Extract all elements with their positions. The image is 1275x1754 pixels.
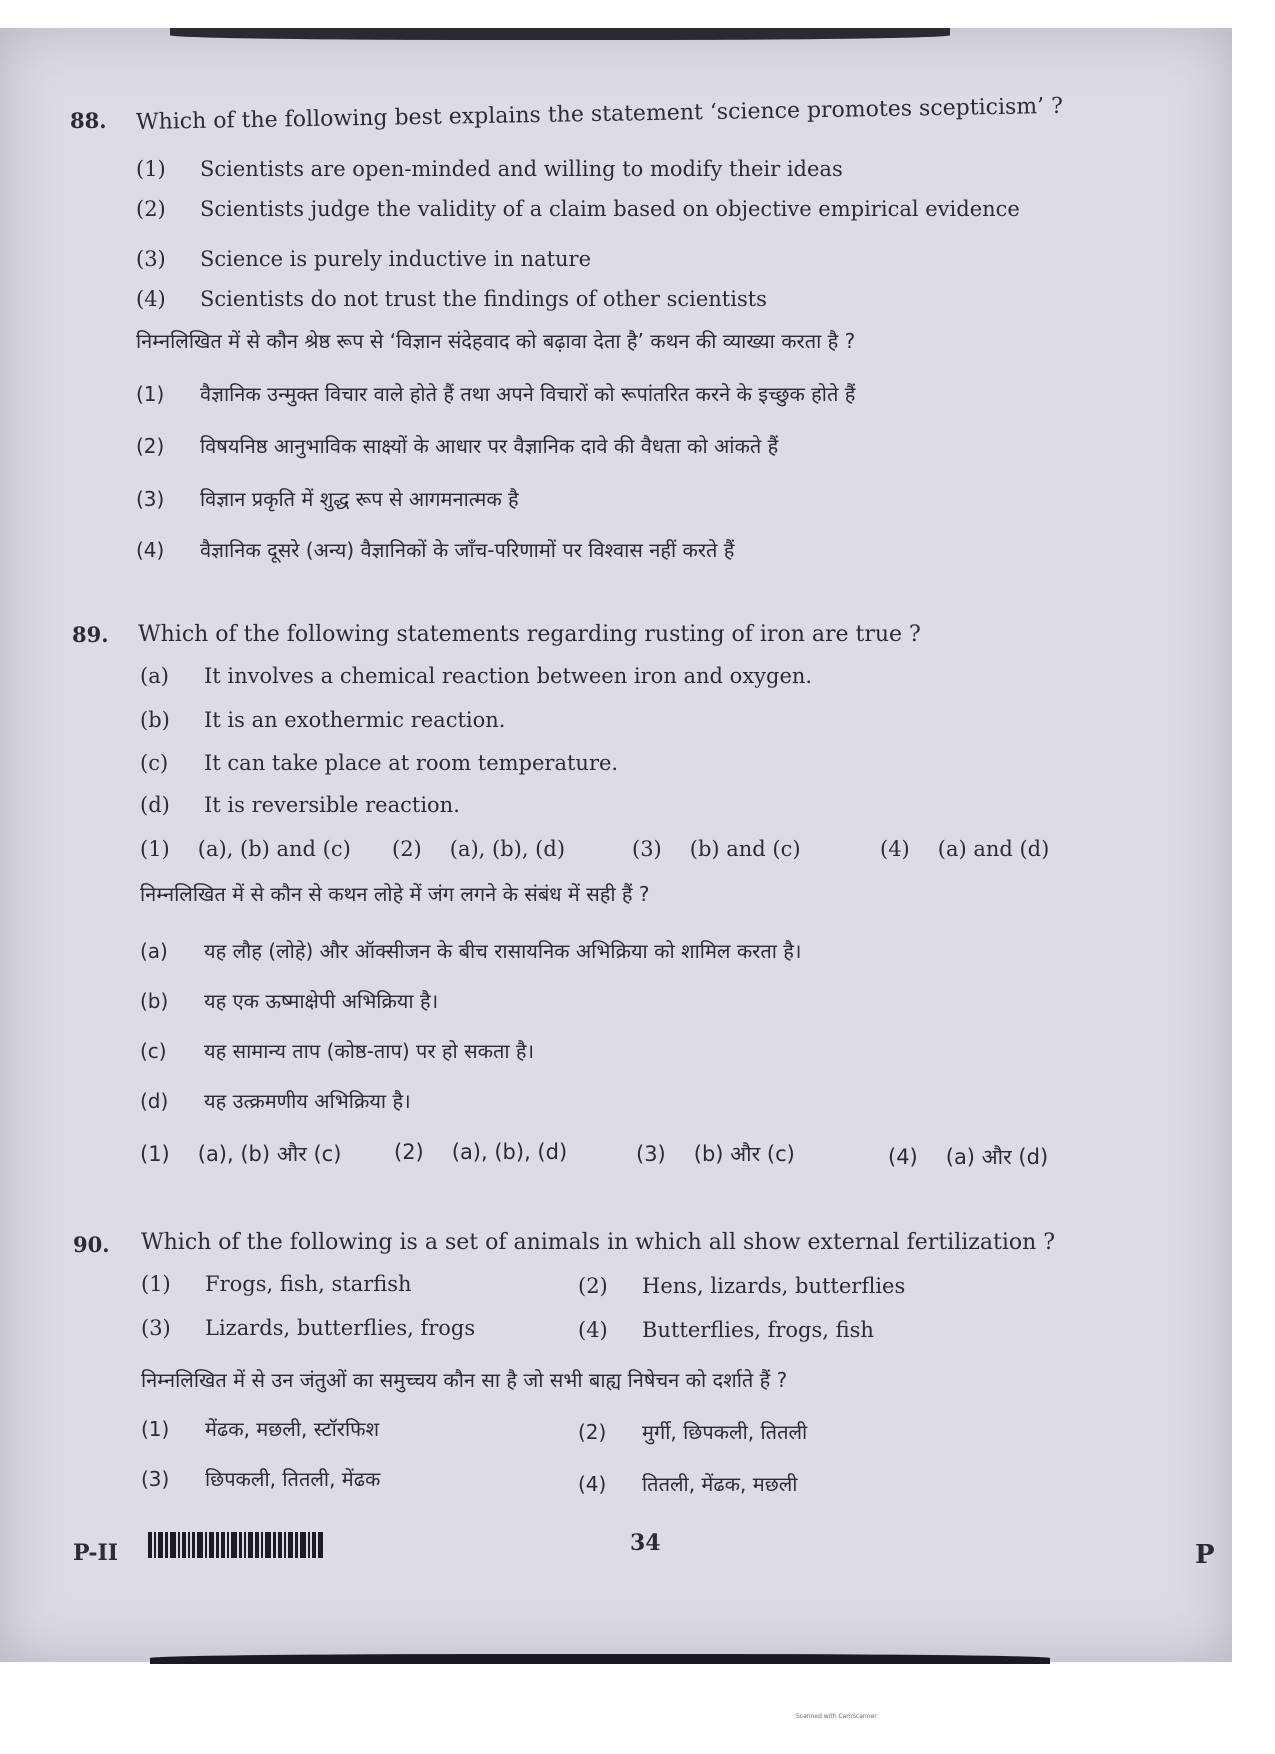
set-code: P: [1195, 1540, 1215, 1570]
statement-en-d: (d) It is reversible reaction.: [140, 793, 460, 817]
question-text-hi: निम्नलिखित में से उन जंतुओं का समुच्चय कौन सा है जो सभी बाह्य निषेचन को दर्शाते हैं ?: [141, 1368, 788, 1392]
question-text-en: Which of the following best explains the statement ‘science promotes scepticism’ ?: [135, 93, 1064, 135]
option-hi-2: (2) मुर्गी, छिपकली, तितली: [578, 1420, 808, 1444]
question-text-hi: निम्नलिखित में से कौन से कथन लोहे में जंग लगने के संबंध में सही हैं ?: [140, 882, 650, 906]
statement-hi-b: (b) यह एक ऊष्माक्षेपी अभिक्रिया है।: [140, 989, 439, 1013]
choice-hi-2: (2) (a), (b), (d): [394, 1140, 568, 1164]
barcode: [148, 1532, 343, 1558]
option-hi-3: (3) छिपकली, तितली, मेंढक: [141, 1467, 381, 1491]
choice-en-3: (3) (b) and (c): [632, 837, 801, 861]
statement-hi-d: (d) यह उत्क्रमणीय अभिक्रिया है।: [140, 1089, 411, 1113]
statement-en-b: (b) It is an exothermic reaction.: [140, 708, 506, 732]
option-en-2: (2) Scientists judge the validity of a claim based on objective empirical evidence: [136, 197, 1020, 221]
option-en-3: (3) Science is purely inductive in nature: [136, 247, 592, 271]
choice-hi-3: (3) (b) और (c): [636, 1142, 795, 1166]
option-en-4: (4) Scientists do not trust the findings of other scientists: [136, 287, 767, 311]
choice-en-2: (2) (a), (b), (d): [392, 837, 566, 861]
question-text-hi: निम्नलिखित में से कौन श्रेष्ठ रूप से ‘विज्ञान संदेहवाद को बढ़ावा देता है’ कथन की व्याख्या करता है ?: [136, 329, 856, 353]
statement-hi-a: (a) यह लौह (लोहे) और ऑक्सीजन के बीच रासायनिक अभिक्रिया को शामिल करता है।: [140, 939, 802, 963]
question-text-en: Which of the following is a set of animals in which all show external fertilization ?: [141, 1230, 1056, 1255]
page-number: 34: [630, 1530, 661, 1556]
page-bottom-shadow: [150, 1654, 1050, 1664]
page-top-shadow: [170, 28, 950, 40]
statement-en-c: (c) It can take place at room temperature.: [140, 751, 619, 775]
option-hi-3: (3) विज्ञान प्रकृति में शुद्ध रूप से आगमनात्मक है: [136, 487, 519, 511]
option-hi-2: (2) विषयनिष्ठ आनुभाविक साक्ष्यों के आधार पर वैज्ञानिक दावे की वैधता को आंकते हैं: [136, 434, 779, 458]
choice-en-4: (4) (a) and (d): [880, 837, 1050, 861]
option-en-4: (4) Butterflies, frogs, fish: [578, 1318, 874, 1342]
option-en-1: (1) Frogs, fish, starfish: [141, 1272, 412, 1296]
statement-en-a: (a) It involves a chemical reaction between iron and oxygen.: [140, 664, 813, 688]
choice-en-1: (1) (a), (b) and (c): [140, 837, 351, 861]
option-hi-4: (4) वैज्ञानिक दूसरे (अन्य) वैज्ञानिकों के जाँच-परिणामों पर विश्वास नहीं करते हैं: [136, 538, 735, 562]
option-en-1: (1) Scientists are open-minded and willing to modify their ideas: [136, 157, 843, 181]
option-en-3: (3) Lizards, butterflies, frogs: [141, 1316, 476, 1340]
choice-hi-1: (1) (a), (b) और (c): [140, 1142, 342, 1166]
choice-hi-4: (4) (a) और (d): [888, 1145, 1049, 1169]
statement-hi-c: (c) यह सामान्य ताप (कोष्ठ-ताप) पर हो सकता है।: [140, 1039, 535, 1063]
scanner-watermark: Scanned with CamScanner: [796, 1713, 877, 1720]
option-en-2: (2) Hens, lizards, butterflies: [578, 1274, 906, 1298]
option-hi-1: (1) वैज्ञानिक उन्मुक्त विचार वाले होते हैं तथा अपने विचारों को रूपांतरित करने के इच्छुक होते हैं: [136, 382, 856, 406]
question-number: 88.: [70, 108, 107, 133]
question-number: 90.: [73, 1232, 110, 1257]
option-hi-4: (4) तितली, मेंढक, मछली: [578, 1472, 798, 1496]
question-text-en: Which of the following statements regarding rusting of iron are true ?: [138, 622, 921, 647]
paper-code: P-II: [73, 1540, 119, 1566]
option-hi-1: (1) मेंढक, मछली, स्टॉरफिश: [141, 1417, 380, 1441]
question-number: 89.: [72, 622, 109, 647]
